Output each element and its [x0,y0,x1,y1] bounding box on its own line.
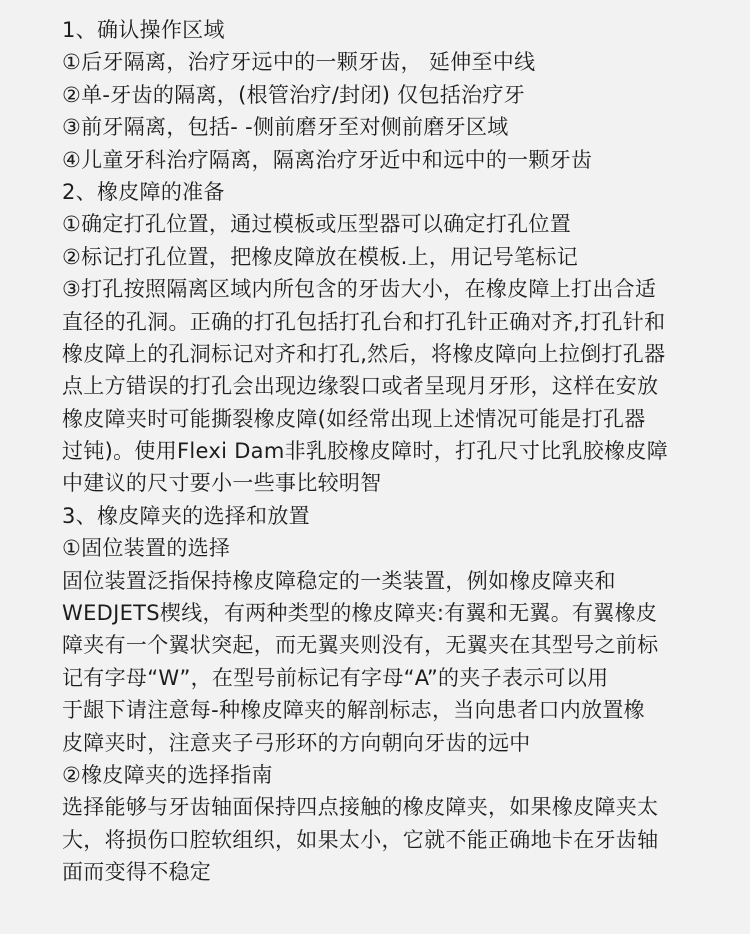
text-line: ④儿童牙科治疗隔离，隔离治疗牙近中和远中的一颗牙齿 [62,147,593,172]
text-line: 中建议的尺寸要小一些事比较明智 [62,471,382,496]
text-line: ③前牙隔离，包括- -侧前磨牙至对侧前磨牙区域 [62,115,509,140]
text-line: 皮障夹时，注意夹子弓形环的方向朝向牙齿的远中 [62,730,531,755]
text-line: ③打孔按照隔离区域内所包含的牙齿大小，在橡皮障上打出合适 [62,277,657,302]
text-line: 选择能够与牙齿轴面保持四点接触的橡皮障夹，如果橡皮障夹太 [62,795,659,820]
text-line: 橡皮障上的孔洞标记对齐和打孔,然后，将橡皮障向上拉倒打孔器 [62,341,666,366]
text-line: 过钝)。使用Flexi Dam非乳胶橡皮障时，打孔尺寸比乳胶橡皮障 [62,439,668,464]
text-line: ②标记打孔位置，把橡皮障放在模板.上，用记号笔标记 [62,244,578,269]
text-line: 直径的孔洞。正确的打孔包括打孔台和打孔针正确对齐,打孔针和 [62,309,666,334]
text-line: 于龈下请注意每-种橡皮障夹的解剖标志，当向患者口内放置橡 [62,698,645,723]
section-heading-3: 3、橡皮障夹的选择和放置 [62,503,310,528]
text-line: 障夹有一个翼状突起，而无翼夹则没有，无翼夹在其型号之前标 [62,633,659,658]
section-heading-1: 1、确认操作区域 [62,18,225,42]
text-line: ①固位装置的选择 [62,536,231,561]
text-line: 橡皮障夹时可能撕裂橡皮障(如经常出现上述情况可能是打孔器 [62,406,646,431]
text-line: 固位装置泛指保持橡皮障稳定的一类装置，例如橡皮障夹和 [62,568,616,593]
text-line: 面而变得不稳定 [62,860,212,885]
text-line: ②橡皮障夹的选择指南 [62,762,273,787]
text-line: WEDJETS楔线，有两种类型的橡皮障夹:有翼和无翼。有翼橡皮 [62,601,658,626]
text-line: 记有字母“W”，在型号前标记有字母“A”的夹子表示可以用 [62,665,609,690]
text-line: 点上方错误的打孔会出现边缘裂口或者呈现月牙形，这样在安放 [62,374,659,399]
text-line: ①确定打孔位置，通过模板或压型器可以确定打孔位置 [62,212,572,237]
document-body [62,14,742,889]
text-line: 大，将损伤口腔软组织，如果太小，它就不能正确地卡在牙齿轴 [62,827,659,852]
text-line: ②单-牙齿的隔离，(根管治疗/封闭) 仅包括治疗牙 [62,82,526,107]
text-line: ①后牙隔离，治疗牙远中的一颗牙齿， 延伸至中线 [62,50,536,75]
section-heading-2: 2、橡皮障的准备 [62,179,225,204]
